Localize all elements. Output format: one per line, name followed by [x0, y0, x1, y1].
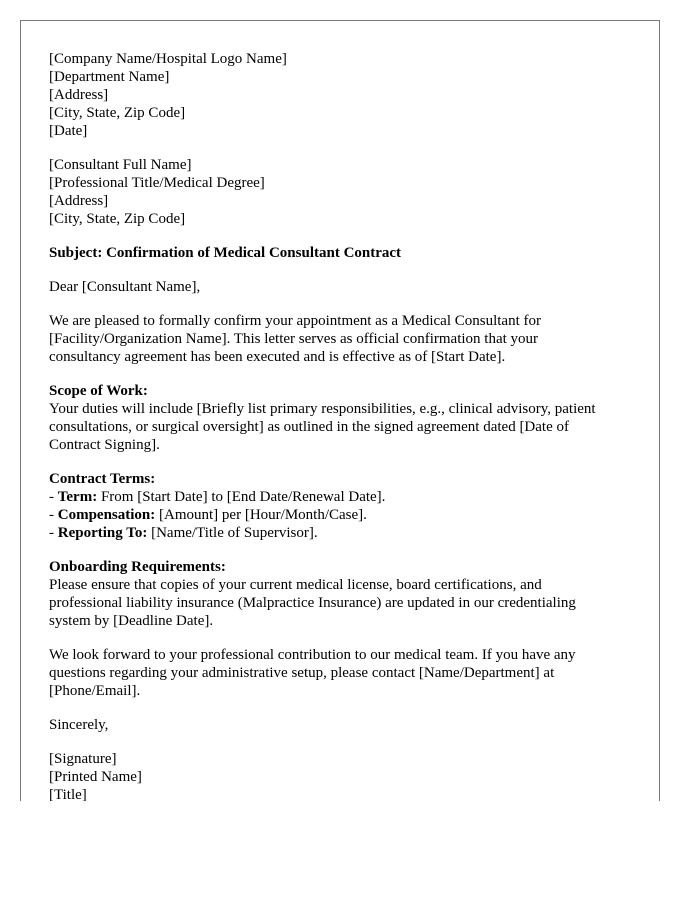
compensation-item-label: Compensation:	[57, 507, 156, 523]
scope-heading: Scope of Work:	[49, 383, 148, 399]
reporting-item-prefix: -	[49, 525, 58, 541]
signature-block	[49, 750, 639, 801]
closing-line: We look forward to your professional contribution to our medical team. If you have any	[49, 647, 576, 663]
scope-line: Your duties will include [Briefly list primary responsibilities, e.g., clinical advisory, patient	[49, 401, 596, 417]
closing-paragraph	[49, 646, 639, 700]
term-item-text: From [Start Date] to [End Date/Renewal Date].	[97, 489, 386, 505]
closing-line: [Phone/Email].	[49, 683, 141, 699]
intro-paragraph	[49, 312, 639, 366]
intro-line: We are pleased to formally confirm your appointment as a Medical Consultant for	[49, 313, 541, 329]
sender-block	[49, 50, 639, 140]
signer-title: [Title]	[49, 787, 87, 801]
onboarding-line: system by [Deadline Date].	[49, 613, 214, 629]
sender-department: [Department Name]	[49, 69, 170, 85]
scope-line: Contract Signing].	[49, 437, 160, 453]
closing-line: questions regarding your administrative setup, please contact [Name/Department] at	[49, 665, 555, 681]
recipient-name: [Consultant Full Name]	[49, 157, 192, 173]
scope-line: consultations, or surgical oversight] as outlined in the signed agreement dated [Date of	[49, 419, 569, 435]
scope-section	[49, 382, 639, 454]
letter-date: [Date]	[49, 123, 88, 139]
recipient-title: [Professional Title/Medical Degree]	[49, 175, 265, 191]
onboarding-heading: Onboarding Requirements:	[49, 559, 226, 575]
intro-line: [Facility/Organization Name]. This letter serves as official confirmation that your	[49, 331, 539, 347]
onboarding-line: professional liability insurance (Malpractice Insurance) are updated in our credentialing	[49, 595, 576, 611]
signature-placeholder: [Signature]	[49, 751, 117, 767]
letter-content	[49, 50, 639, 801]
signoff: Sincerely,	[49, 717, 109, 733]
term-item	[49, 488, 639, 506]
reporting-item-label: Reporting To:	[57, 525, 148, 541]
sender-company: [Company Name/Hospital Logo Name]	[49, 51, 287, 67]
recipient-city-state-zip: [City, State, Zip Code]	[49, 211, 186, 227]
sender-city-state-zip: [City, State, Zip Code]	[49, 105, 186, 121]
recipient-block	[49, 156, 639, 228]
recipient-address: [Address]	[49, 193, 109, 209]
printed-name: [Printed Name]	[49, 769, 142, 785]
term-item-prefix: -	[49, 489, 58, 505]
intro-line: consultancy agreement has been executed and is effective as of [Start Date].	[49, 349, 506, 365]
letter-page	[20, 20, 660, 801]
onboarding-section	[49, 558, 639, 630]
terms-heading: Contract Terms:	[49, 471, 156, 487]
reporting-item-text: [Name/Title of Supervisor].	[147, 525, 318, 541]
terms-section	[49, 470, 639, 542]
compensation-item	[49, 506, 639, 524]
letter-subject: Subject: Confirmation of Medical Consultant Contract	[49, 245, 402, 261]
onboarding-line: Please ensure that copies of your current medical license, board certifications, and	[49, 577, 542, 593]
term-item-label: Term:	[57, 489, 98, 505]
sender-address: [Address]	[49, 87, 109, 103]
compensation-item-text: [Amount] per [Hour/Month/Case].	[155, 507, 367, 523]
reporting-item	[49, 524, 639, 542]
salutation: Dear [Consultant Name],	[49, 279, 201, 295]
compensation-item-prefix: -	[49, 507, 58, 523]
